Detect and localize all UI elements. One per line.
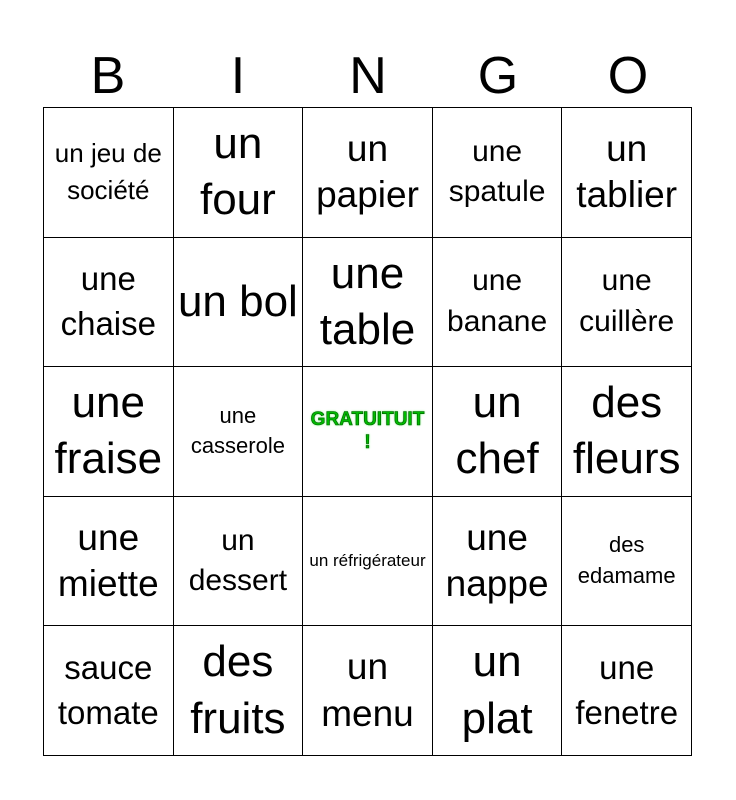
bingo-cell[interactable]	[44, 108, 174, 238]
bingo-cell[interactable]	[303, 108, 433, 238]
bingo-cell[interactable]	[303, 497, 433, 627]
cell-label: un plat	[461, 637, 533, 743]
bingo-cell[interactable]	[174, 108, 304, 238]
bingo-cell[interactable]	[303, 626, 433, 756]
bingo-header	[43, 46, 693, 106]
bingo-cell[interactable]	[174, 367, 304, 497]
bingo-cell[interactable]	[433, 108, 563, 238]
cell-label: une spatule	[448, 134, 546, 209]
bingo-cell[interactable]	[44, 626, 174, 756]
cell-label: sauce tomate	[57, 649, 159, 731]
cell-label: un tablier	[576, 128, 678, 216]
bingo-cell[interactable]	[174, 497, 304, 627]
cell-label: une table	[319, 248, 416, 354]
cell-label: une casserole	[190, 402, 285, 459]
cell-label: des fruits	[190, 637, 286, 743]
cell-label: une fenetre	[575, 649, 679, 731]
free-space-label: GRATUITUIT !	[310, 408, 425, 454]
cell-label: un four	[199, 118, 276, 225]
cell-label: un dessert	[188, 523, 288, 598]
cell-label: un réfrigérateur	[309, 551, 426, 571]
bingo-cell[interactable]	[44, 238, 174, 368]
cell-label: un papier	[316, 128, 419, 216]
bingo-cell[interactable]	[433, 497, 563, 627]
header-letter-b: B	[90, 47, 126, 105]
bingo-cell[interactable]	[433, 238, 563, 368]
cell-label: une cuillère	[579, 264, 675, 338]
bingo-cell[interactable]	[562, 626, 692, 756]
cell-label: un chef	[455, 378, 539, 484]
bingo-cell[interactable]	[562, 497, 692, 627]
header-letter-o: O	[607, 47, 649, 105]
cell-label: un jeu de société	[54, 137, 162, 206]
cell-label: une chaise	[60, 260, 156, 342]
bingo-cell[interactable]	[433, 626, 563, 756]
header-letter-g: G	[477, 47, 519, 105]
cell-label: une nappe	[445, 516, 549, 605]
bingo-cell[interactable]	[562, 108, 692, 238]
cell-label: un menu	[321, 646, 414, 734]
cell-label: une miette	[57, 516, 159, 605]
free-space-cell[interactable]	[303, 367, 433, 497]
cell-label: une fraise	[54, 378, 163, 484]
bingo-cell[interactable]	[174, 626, 304, 756]
bingo-cell[interactable]	[174, 238, 304, 368]
cell-label: un bol	[177, 276, 298, 326]
bingo-grid	[43, 107, 692, 756]
cell-label: une banane	[447, 264, 548, 338]
header-letter-i: I	[230, 47, 246, 105]
cell-label: des fleurs	[572, 378, 681, 484]
header-letter-n: N	[349, 47, 387, 105]
bingo-cell[interactable]	[562, 238, 692, 368]
bingo-cell[interactable]	[433, 367, 563, 497]
bingo-cell[interactable]	[44, 367, 174, 497]
bingo-cell[interactable]	[562, 367, 692, 497]
cell-label: des edamame	[577, 532, 676, 589]
bingo-cell[interactable]	[303, 238, 433, 368]
bingo-cell[interactable]	[44, 497, 174, 627]
